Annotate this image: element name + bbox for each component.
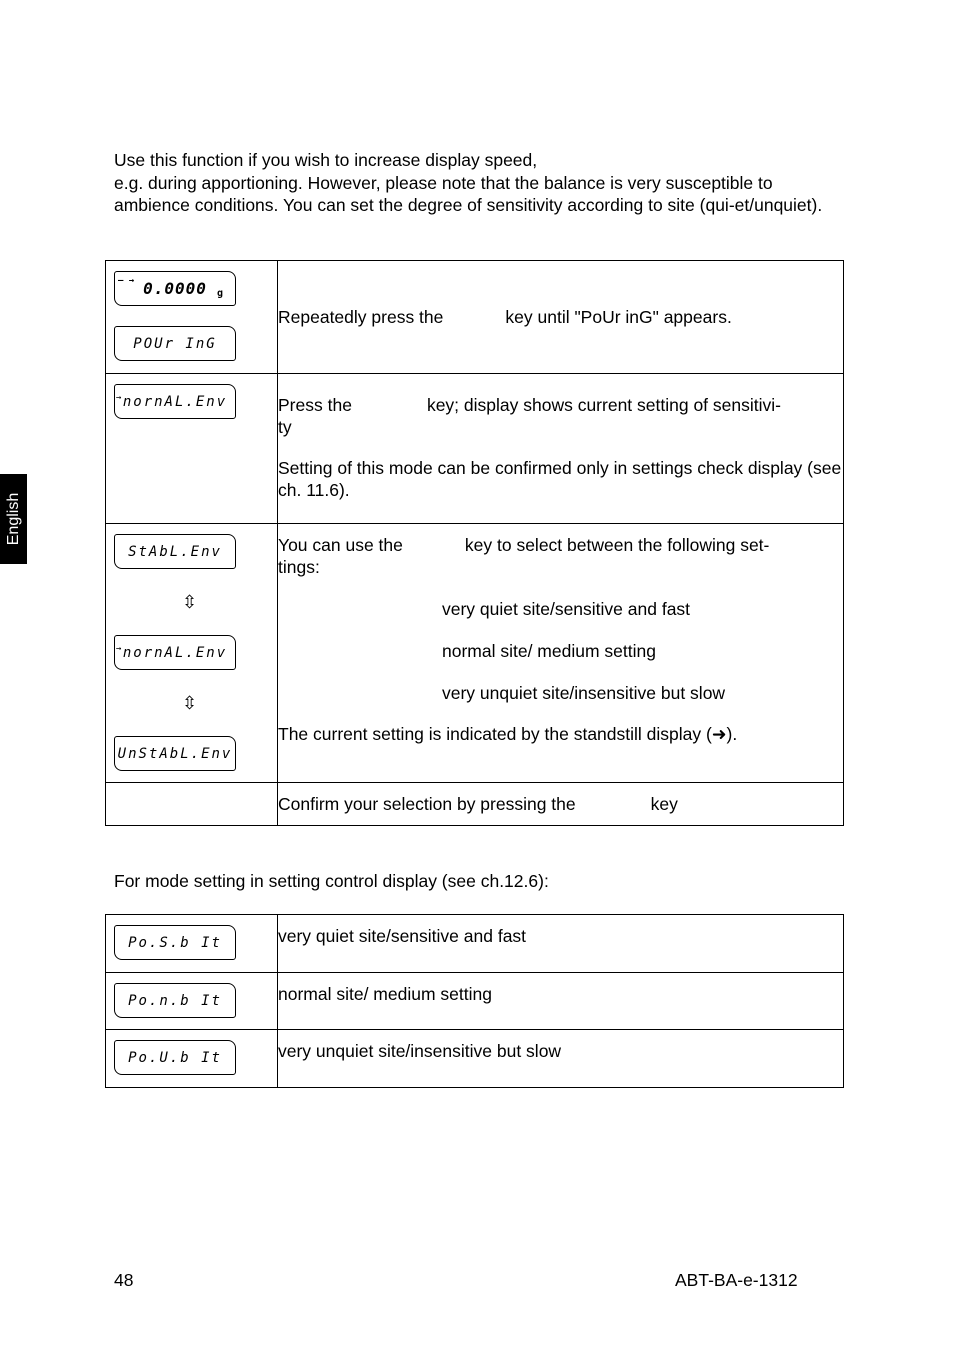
step-row xyxy=(106,261,844,374)
step-text-cell xyxy=(278,261,844,374)
step-text-cell xyxy=(278,374,844,524)
up-down-arrow-icon: ⇳ xyxy=(182,693,198,713)
step-text-cell xyxy=(278,524,844,783)
mode-desc: very quiet site/sensitive and fast xyxy=(278,915,844,973)
mode-display-cell xyxy=(106,915,278,973)
mode-desc: very unquiet site/insensitive but slow xyxy=(278,1030,844,1088)
mode-display-cell xyxy=(106,1030,278,1088)
weight-display-value: 0.0000 xyxy=(143,279,207,298)
language-side-tab xyxy=(0,474,27,564)
language-label: English xyxy=(4,492,22,546)
step-4-text-b: key xyxy=(650,794,678,814)
mode-row xyxy=(106,1030,844,1088)
pouring-display: POUr InG xyxy=(114,326,236,361)
procedure-table xyxy=(105,260,844,826)
step-3-note: The current setting is indicated by the standstill display (➜). xyxy=(278,724,738,744)
step-1-text-a: Repeatedly press the xyxy=(278,307,444,327)
page-number: 48 xyxy=(114,1270,134,1290)
mode-table xyxy=(105,914,844,1088)
mode-desc: normal site/ medium setting xyxy=(278,973,844,1030)
intro-line-2: e.g. during apportioning. However, please note that the balance is very susceptible to ambience conditions. You can set the degree of sensitivity according to site (qui-et/unquiet). xyxy=(114,172,823,215)
step-3-text-c: tings: xyxy=(278,557,320,577)
mode-row xyxy=(106,915,844,973)
step-display-cell xyxy=(106,524,278,783)
step-display-cell xyxy=(106,261,278,374)
up-down-arrow-icon: ⇳ xyxy=(182,592,198,612)
step-text-cell xyxy=(278,783,844,826)
stable-env-display: StAbL.Env xyxy=(114,534,236,569)
unstable-env-display: UnStAbL.Env xyxy=(114,736,236,771)
option-normal: normal site/ medium setting xyxy=(442,641,656,661)
weight-unit: g xyxy=(216,288,223,299)
step-2-text-c: ty xyxy=(278,417,292,437)
step-2-text-b: key; display shows current setting of sensitivi- xyxy=(426,395,781,415)
mode-row xyxy=(106,973,844,1030)
normal-env-display: → nornAL.Env xyxy=(114,635,236,670)
document-code: ABT-BA-e-1312 xyxy=(675,1270,798,1290)
mode-display-cell xyxy=(106,973,278,1030)
normal-env-display: → nornAL.Env xyxy=(114,384,236,419)
mode-display: Po.U.b It xyxy=(114,1040,236,1075)
option-unquiet: very unquiet site/insensitive but slow xyxy=(442,683,726,703)
step-row xyxy=(106,783,844,826)
mode-heading: For mode setting in setting control display (see ch.12.6): xyxy=(114,871,549,891)
step-row xyxy=(106,524,844,783)
step-2-text-a: Press the xyxy=(278,395,352,415)
step-3-text-a: You can use the xyxy=(278,535,403,555)
step-3-text-b: key to select between the following set- xyxy=(464,535,770,555)
mode-display: Po.n.b It xyxy=(114,983,236,1018)
option-quiet: very quiet site/sensitive and fast xyxy=(442,599,691,619)
step-display-cell xyxy=(106,783,278,826)
intro-line-1: Use this function if you wish to increase display speed, xyxy=(114,150,538,170)
mode-display: Po.S.b It xyxy=(114,925,236,960)
step-4-text-a: Confirm your selection by pressing the xyxy=(278,794,576,814)
step-display-cell xyxy=(106,374,278,524)
weight-display: ‒ → 0.0000 g xyxy=(114,271,236,306)
step-1-text-b: key until "PoUr inG" appears. xyxy=(505,307,732,327)
step-row xyxy=(106,374,844,524)
step-2-note: Setting of this mode can be confirmed only in settings check display (see ch. 11.6). xyxy=(278,458,842,500)
intro-text xyxy=(114,149,849,217)
